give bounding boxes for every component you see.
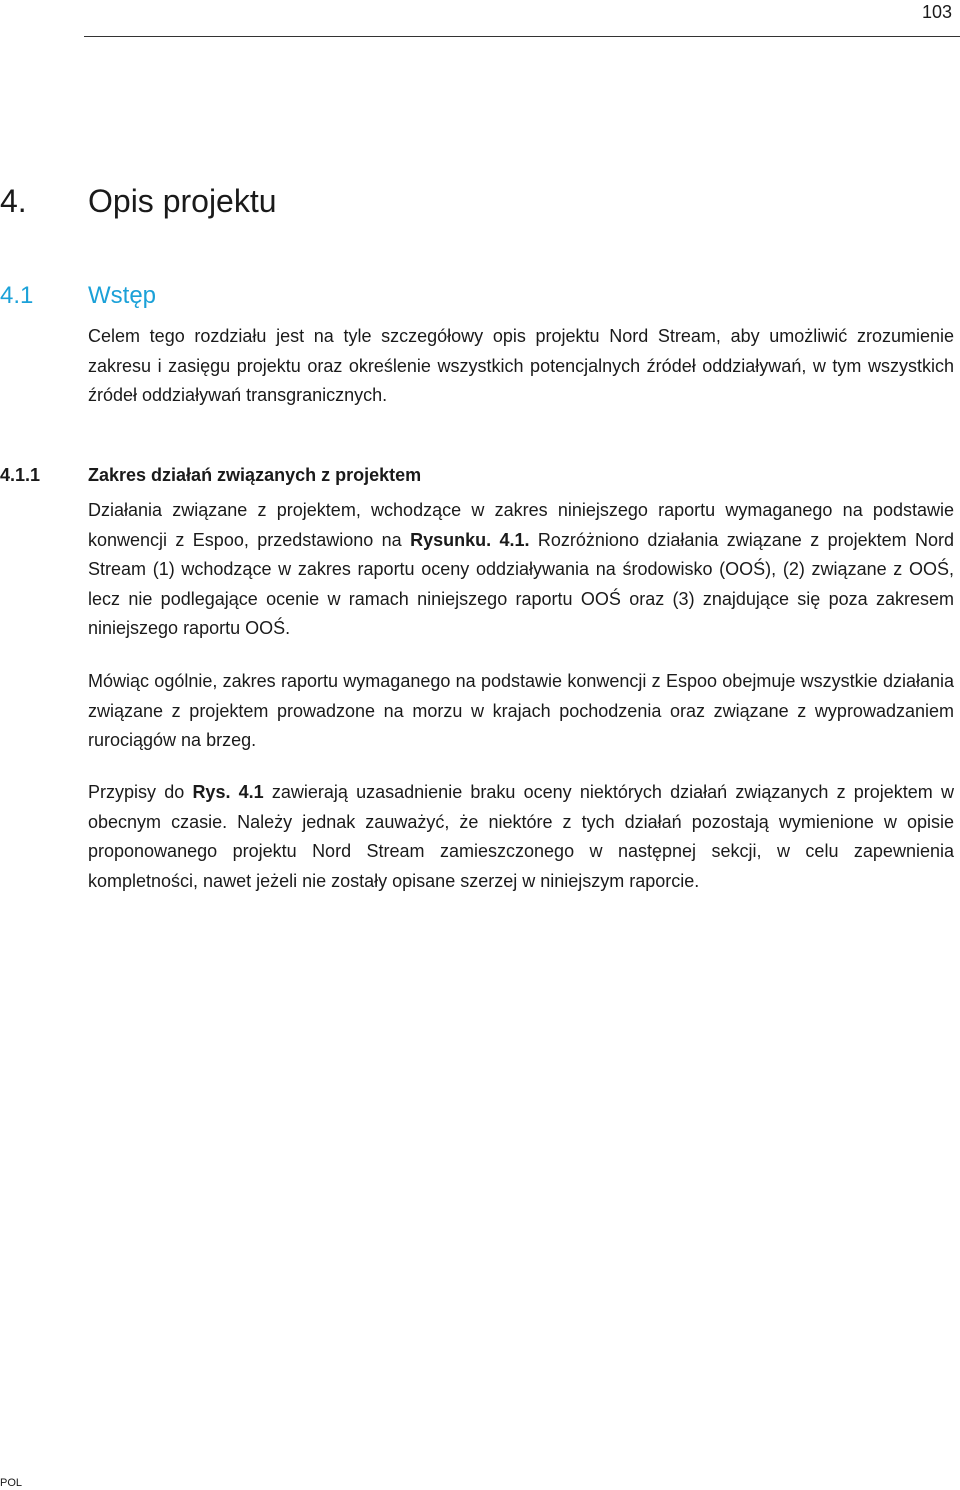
footnotes-paragraph-text-1: Przypisy do: [88, 782, 193, 802]
footnotes-paragraph: [88, 778, 954, 896]
section-title: Opis projektu: [88, 183, 277, 219]
subsection-title: Wstęp: [88, 282, 157, 309]
section-number: 4.: [0, 183, 27, 219]
footnotes-paragraph-text-2: zawierają uzasadnienie braku oceny niektórych działań związanych z projektem w obecnym czasie. Należy jednak zauważyć, że niektóre z tych działań pozostają wymienione w opisie proponowanego projektu Nord Stream zamieszczonego w następnej sekcji, w celu zapewnienia kompletności, nawet jeżeli nie zostały opisane szerzej w niniejszym raporcie.: [88, 782, 954, 891]
general-scope-paragraph: Mówiąc ogólnie, zakres raportu wymaganego na podstawie konwencji z Espoo obejmuje wszystkie działania związane z projektem prowadzone na morzu w krajach pochodzenia oraz związane z wyprowadzaniem rurociągów na brzeg.: [88, 671, 954, 750]
scope-paragraph-text-1: Działania związane z projektem, wchodzące w zakres niniejszego raportu wymaganego na podstawie konwencji z Espoo, przedstawiono na: [88, 500, 954, 550]
figure-reference-short: Rys. 4.1: [192, 782, 264, 802]
figure-reference: Rysunku. 4.1.: [410, 529, 530, 550]
subsection-heading: [0, 280, 156, 312]
section-heading: [0, 180, 277, 222]
page-number: 103: [921, 2, 952, 22]
header-rule: [84, 36, 960, 37]
subsection-number: 4.1: [0, 282, 34, 309]
scope-paragraph-text-2: Rozróżniono działania związane z projektem Nord Stream (1) wchodzące w zakres raportu oceny oddziaływania na środowisko (OOŚ), (2) związane z OOŚ, lecz nie podlegające ocenie w ramach niniejszego raportu OOŚ oraz (3) znajdujące się poza zakresem niniejszego raportu OOŚ.: [88, 529, 954, 638]
subsubsection-heading: [0, 462, 421, 488]
subsubsection-number: 4.1.1: [0, 465, 41, 485]
subsubsection-title: Zakres działań związanych z projektem: [88, 465, 422, 485]
intro-paragraph: Celem tego rozdziału jest na tyle szczegółowy opis projektu Nord Stream, aby umożliwić zrozumienie zakresu i zasięgu projektu oraz określenie wszystkich potencjalnych źródeł oddziaływań, w tym wszystkich źródeł oddziaływań transgranicznych.: [88, 326, 954, 405]
scope-paragraph: [88, 496, 954, 644]
footer-language-code: POL: [0, 1477, 23, 1489]
